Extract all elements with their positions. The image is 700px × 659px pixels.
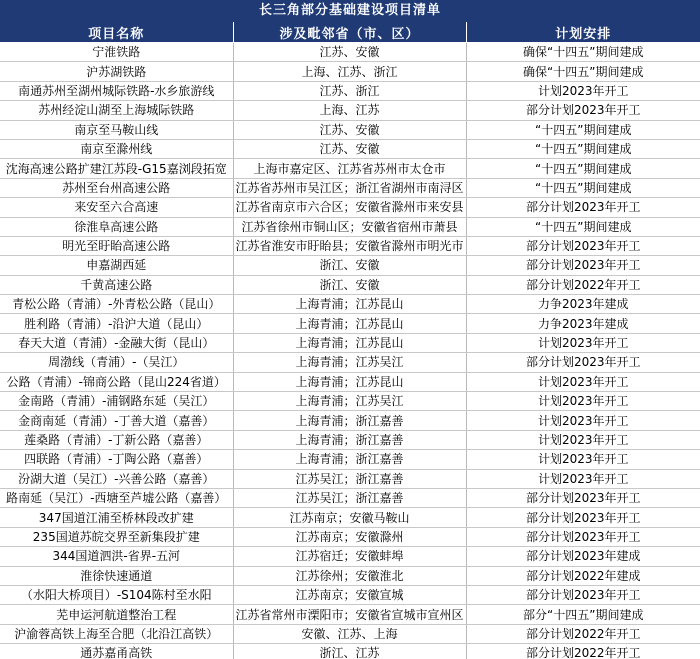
plan-cell-text: 部分计划2023年开工 (525, 355, 641, 370)
table-row (0, 256, 700, 275)
table-row (0, 411, 700, 430)
table-row (0, 295, 700, 314)
project-name-cell-text: 莲桑路（青浦）-丁新公路（嘉善） (24, 433, 209, 447)
adjacent-region-cell (233, 605, 466, 624)
project-name-cell-text: 徐淮阜高速公路 (74, 219, 159, 234)
project-name-cell (0, 430, 233, 449)
table-row (0, 62, 700, 81)
plan-cell-text: 部分计划2023年开工 (525, 200, 641, 215)
adjacent-region-cell-text: 上海青浦；江苏昆山 (295, 336, 404, 351)
adjacent-region-cell (233, 139, 466, 158)
adjacent-region-cell (233, 392, 466, 411)
adjacent-region-cell (233, 353, 466, 372)
plan-cell (466, 101, 700, 120)
adjacent-region-cell (233, 198, 466, 217)
plan-cell (466, 624, 700, 643)
project-name-cell-text: 235国道苏皖交界至新集段扩建 (32, 529, 200, 544)
project-name-cell-text: 公路（青浦）-锦商公路（昆山224省道） (6, 374, 226, 389)
project-name-cell-text: 汾湖大道（吴江）-兴善公路（嘉善） (18, 471, 215, 486)
header-adjacent-region: 涉及毗邻省（市、区） (233, 22, 466, 43)
project-name-cell-text: 周渤线（青浦）-（吴江） (48, 355, 185, 370)
project-name-cell (0, 547, 233, 566)
adjacent-region-cell (233, 62, 466, 81)
table-row (0, 159, 700, 178)
project-name-cell-text: 347国道江浦至桥林段改扩建 (38, 510, 194, 525)
plan-cell (466, 43, 700, 62)
plan-cell (466, 217, 700, 236)
project-name-cell (0, 353, 233, 372)
plan-cell (466, 275, 700, 294)
plan-cell-text: 部分计划2023年开工 (525, 103, 641, 118)
plan-cell-text: 部分“十四五”期间建成 (523, 607, 644, 622)
adjacent-region-cell-text: 江苏、安徽 (319, 45, 380, 60)
project-name-cell-text: 胜利路（青浦）-沿沪大道（昆山） (24, 316, 209, 331)
plan-cell (466, 256, 700, 275)
plan-cell-text: 部分计划2023年开工 (525, 510, 641, 525)
project-name-cell (0, 372, 233, 391)
table-row (0, 101, 700, 120)
adjacent-region-cell-text: 上海、江苏、浙江 (301, 64, 398, 79)
project-name-cell-text: 宁淮铁路 (92, 45, 141, 60)
adjacent-region-cell (233, 488, 466, 507)
adjacent-region-cell (233, 644, 466, 659)
project-name-cell-text: 春天大道（青浦）-金融大街（昆山） (18, 336, 215, 351)
plan-cell (466, 469, 700, 488)
plan-cell-text: 部分计划2023年开工 (525, 239, 641, 254)
plan-cell (466, 81, 700, 100)
plan-cell (466, 333, 700, 352)
project-name-cell-text: 青松公路（青浦）-外青松公路（昆山） (12, 297, 221, 312)
adjacent-region-cell (233, 333, 466, 352)
header-plan: 计划安排 (466, 22, 700, 43)
project-name-cell (0, 43, 233, 62)
project-name-cell (0, 295, 233, 314)
project-name-cell-text: 芜申运河航道整治工程 (56, 607, 177, 622)
adjacent-region-cell-text: 上海青浦；浙江嘉善 (295, 452, 404, 467)
adjacent-region-cell (233, 566, 466, 585)
table-row (0, 469, 700, 488)
plan-cell-text: “十四五”期间建成 (535, 161, 632, 176)
project-name-cell (0, 644, 233, 659)
project-name-cell (0, 488, 233, 507)
project-name-cell (0, 450, 233, 469)
adjacent-region-cell (233, 508, 466, 527)
table-row (0, 314, 700, 333)
table-row (0, 178, 700, 197)
table-row (0, 605, 700, 624)
adjacent-region-cell (233, 256, 466, 275)
project-name-cell (0, 256, 233, 275)
plan-cell-text: 计划2023年开工 (537, 413, 629, 428)
plan-cell (466, 527, 700, 546)
adjacent-region-cell-text: 江苏、浙江 (319, 83, 380, 98)
plan-cell (466, 488, 700, 507)
table-row (0, 372, 700, 391)
adjacent-region-cell-text: 江苏省徐州市铜山区；安徽省宿州市萧县 (241, 219, 458, 234)
adjacent-region-cell-text: 上海市嘉定区、江苏省苏州市太仓市 (253, 161, 446, 176)
plan-cell-text: 计划2023年开工 (537, 433, 629, 447)
plan-cell (466, 430, 700, 449)
table-row (0, 81, 700, 100)
project-name-cell-text: 南通苏州至湖州城际铁路-水乡旅游线 (18, 83, 215, 98)
plan-cell (466, 392, 700, 411)
adjacent-region-cell-text: 上海青浦；江苏吴江 (295, 355, 404, 370)
adjacent-region-cell (233, 469, 466, 488)
adjacent-region-cell (233, 217, 466, 236)
table-row (0, 139, 700, 158)
adjacent-region-cell-text: 江苏省常州市溧阳市；安徽省宣城市宣州区 (235, 607, 464, 622)
plan-cell (466, 585, 700, 604)
project-name-cell-text: 沪苏湖铁路 (86, 64, 147, 79)
project-name-cell-text: 千黄高速公路 (80, 277, 153, 292)
table-row (0, 236, 700, 255)
plan-cell-text: 确保“十四五”期间建成 (523, 45, 644, 60)
project-name-cell (0, 139, 233, 158)
project-name-cell-text: 344国道泗洪-省界-五河 (52, 549, 181, 564)
plan-cell-text: 部分计划2022年开工 (525, 646, 641, 659)
table-row (0, 275, 700, 294)
adjacent-region-cell-text: 江苏吴江；浙江嘉善 (295, 471, 404, 486)
project-name-cell-text: 通苏嘉甬高铁 (80, 646, 153, 659)
table-row (0, 527, 700, 546)
plan-cell (466, 566, 700, 585)
project-name-cell-text: 四联路（青浦）-丁陶公路（嘉善） (24, 452, 209, 467)
plan-cell-text: 部分计划2023年开工 (525, 491, 641, 506)
project-name-cell (0, 178, 233, 197)
table-row (0, 488, 700, 507)
project-name-cell (0, 101, 233, 120)
plan-cell-text: 计划2023年开工 (537, 374, 629, 389)
plan-cell-text: “十四五”期间建成 (535, 219, 632, 234)
plan-cell-text: 计划2023年开工 (537, 83, 629, 98)
adjacent-region-cell-text: 上海青浦；江苏昆山 (295, 374, 404, 389)
adjacent-region-cell-text: 江苏南京；安徽滁州 (295, 529, 404, 544)
project-name-cell (0, 508, 233, 527)
table-row (0, 198, 700, 217)
plan-cell (466, 198, 700, 217)
table-row (0, 508, 700, 527)
project-name-cell (0, 120, 233, 139)
adjacent-region-cell (233, 236, 466, 255)
plan-cell-text: “十四五”期间建成 (535, 180, 632, 195)
project-name-cell (0, 62, 233, 81)
adjacent-region-cell-text: 江苏吴江；浙江嘉善 (295, 491, 404, 506)
plan-cell (466, 605, 700, 624)
adjacent-region-cell (233, 430, 466, 449)
plan-cell (466, 120, 700, 139)
plan-cell (466, 411, 700, 430)
table-row (0, 566, 700, 585)
plan-cell-text: 部分计划2023年开工 (525, 588, 641, 603)
adjacent-region-cell-text: 江苏省淮安市盱眙县；安徽省滁州市明光市 (235, 239, 464, 254)
plan-cell (466, 295, 700, 314)
project-name-cell (0, 585, 233, 604)
adjacent-region-cell-text: 上海青浦；江苏昆山 (295, 316, 404, 331)
plan-cell-text: 部分计划2022年建成 (525, 568, 641, 583)
project-name-cell-text: 路南延（吴江）-西塘至芦墟公路（嘉善） (6, 491, 227, 506)
project-name-cell (0, 275, 233, 294)
adjacent-region-cell-text: 江苏省苏州市吴江区；浙江省湖州市南浔区 (235, 180, 464, 195)
plan-cell (466, 314, 700, 333)
plan-cell (466, 353, 700, 372)
plan-cell (466, 644, 700, 659)
adjacent-region-cell-text: 浙江、江苏 (319, 646, 380, 659)
project-name-cell (0, 81, 233, 100)
adjacent-region-cell-text: 浙江、安徽 (319, 258, 380, 273)
project-name-cell-text: 苏州至台州高速公路 (62, 180, 171, 195)
plan-cell (466, 372, 700, 391)
project-name-cell (0, 314, 233, 333)
plan-cell-text: 力争2023年建成 (537, 297, 629, 312)
adjacent-region-cell (233, 314, 466, 333)
plan-cell-text: 部分计划2023年建成 (525, 549, 641, 564)
project-name-cell-text: 南京至马鞍山线 (74, 122, 159, 137)
table-row (0, 353, 700, 372)
project-name-cell (0, 333, 233, 352)
project-name-cell (0, 392, 233, 411)
adjacent-region-cell (233, 101, 466, 120)
table-row (0, 450, 700, 469)
project-name-cell-text: 沪渝蓉高铁上海至合肥（北沿江高铁） (14, 626, 219, 641)
adjacent-region-cell-text: 上海青浦；江苏吴江 (295, 394, 404, 409)
table-row (0, 644, 700, 659)
table-row (0, 217, 700, 236)
adjacent-region-cell (233, 372, 466, 391)
adjacent-region-cell (233, 624, 466, 643)
plan-cell (466, 547, 700, 566)
adjacent-region-cell-text: 江苏、安徽 (319, 122, 380, 137)
adjacent-region-cell (233, 159, 466, 178)
adjacent-region-cell-text: 江苏徐州；安徽淮北 (295, 568, 404, 583)
table-row (0, 120, 700, 139)
project-name-cell-text: 金南路（青浦）-浦钢路东延（吴江） (18, 394, 215, 409)
plan-cell (466, 62, 700, 81)
adjacent-region-cell (233, 585, 466, 604)
adjacent-region-cell-text: 上海青浦；浙江嘉善 (295, 413, 404, 428)
plan-cell-text: 计划2023年开工 (537, 471, 629, 486)
adjacent-region-cell-text: 江苏宿迁；安徽蚌埠 (295, 549, 404, 564)
project-name-cell-text: 申嘉湖西延 (86, 258, 147, 273)
plan-cell-text: 部分计划2023年开工 (525, 258, 641, 273)
header-row (0, 22, 700, 43)
adjacent-region-cell-text: 上海、江苏 (319, 103, 380, 118)
plan-cell (466, 450, 700, 469)
adjacent-region-cell-text: 江苏南京；安徽宣城 (295, 588, 404, 603)
project-name-cell (0, 566, 233, 585)
adjacent-region-cell-text: 江苏南京；安徽马鞍山 (289, 510, 410, 525)
adjacent-region-cell (233, 178, 466, 197)
adjacent-region-cell (233, 547, 466, 566)
project-name-cell-text: 金商南延（青浦）-丁善大道（嘉善） (18, 413, 215, 428)
adjacent-region-cell (233, 120, 466, 139)
adjacent-region-cell (233, 81, 466, 100)
project-name-cell-text: 淮徐快速通道 (80, 568, 153, 583)
table-row (0, 585, 700, 604)
plan-cell-text: 部分计划2022年开工 (525, 626, 641, 641)
adjacent-region-cell-text: 浙江、安徽 (319, 277, 380, 292)
project-name-cell-text: 明光至盱眙高速公路 (62, 239, 171, 254)
plan-cell (466, 178, 700, 197)
adjacent-region-cell (233, 527, 466, 546)
plan-cell (466, 236, 700, 255)
adjacent-region-cell-text: 安徽、江苏、上海 (301, 626, 398, 641)
header-project-name: 项目名称 (0, 22, 233, 43)
table-row (0, 333, 700, 352)
project-name-cell (0, 411, 233, 430)
plan-cell-text: 计划2023年开工 (537, 452, 629, 467)
project-name-cell (0, 217, 233, 236)
plan-cell (466, 508, 700, 527)
project-table (0, 22, 700, 659)
plan-cell-text: 部分计划2022年开工 (525, 277, 641, 292)
adjacent-region-cell (233, 450, 466, 469)
project-name-cell-text: 沈海高速公路扩建江苏段-G15嘉浏段拓宽 (5, 161, 227, 176)
table-row (0, 392, 700, 411)
table-row (0, 43, 700, 62)
adjacent-region-cell-text: 江苏省南京市六合区；安徽省滁州市来安县 (235, 200, 464, 215)
project-name-cell-text: 来安至六合高速 (74, 200, 159, 215)
adjacent-region-cell (233, 275, 466, 294)
plan-cell-text: 力争2023年建成 (537, 316, 629, 331)
plan-cell-text: 计划2023年开工 (537, 336, 629, 351)
project-name-cell-text: 苏州经淀山湖至上海城际铁路 (38, 103, 195, 118)
plan-cell-text: “十四五”期间建成 (535, 142, 632, 157)
project-name-cell (0, 159, 233, 178)
project-name-cell (0, 527, 233, 546)
plan-cell-text: 计划2023年开工 (537, 394, 629, 409)
plan-cell (466, 159, 700, 178)
adjacent-region-cell-text: 上海青浦；浙江嘉善 (295, 433, 404, 447)
project-name-cell-text: （水阳大桥项目）-S104陈村至水阳 (20, 588, 212, 603)
project-name-cell (0, 236, 233, 255)
project-name-cell-text: 南京至滁州线 (80, 142, 153, 157)
project-name-cell (0, 469, 233, 488)
project-name-cell (0, 198, 233, 217)
project-name-cell (0, 624, 233, 643)
sheet-title: 长三角部分基础建设项目清单 (0, 0, 700, 22)
table-row (0, 547, 700, 566)
plan-cell-text: 部分计划2023年开工 (525, 529, 641, 544)
adjacent-region-cell (233, 43, 466, 62)
adjacent-region-cell (233, 295, 466, 314)
plan-cell (466, 139, 700, 158)
table-row (0, 430, 700, 449)
table-body (0, 43, 700, 659)
table-row (0, 624, 700, 643)
adjacent-region-cell-text: 江苏、安徽 (319, 142, 380, 157)
adjacent-region-cell (233, 411, 466, 430)
adjacent-region-cell-text: 上海青浦；江苏昆山 (295, 297, 404, 312)
plan-cell-text: “十四五”期间建成 (535, 122, 632, 137)
project-name-cell (0, 605, 233, 624)
plan-cell-text: 确保“十四五”期间建成 (523, 64, 644, 79)
